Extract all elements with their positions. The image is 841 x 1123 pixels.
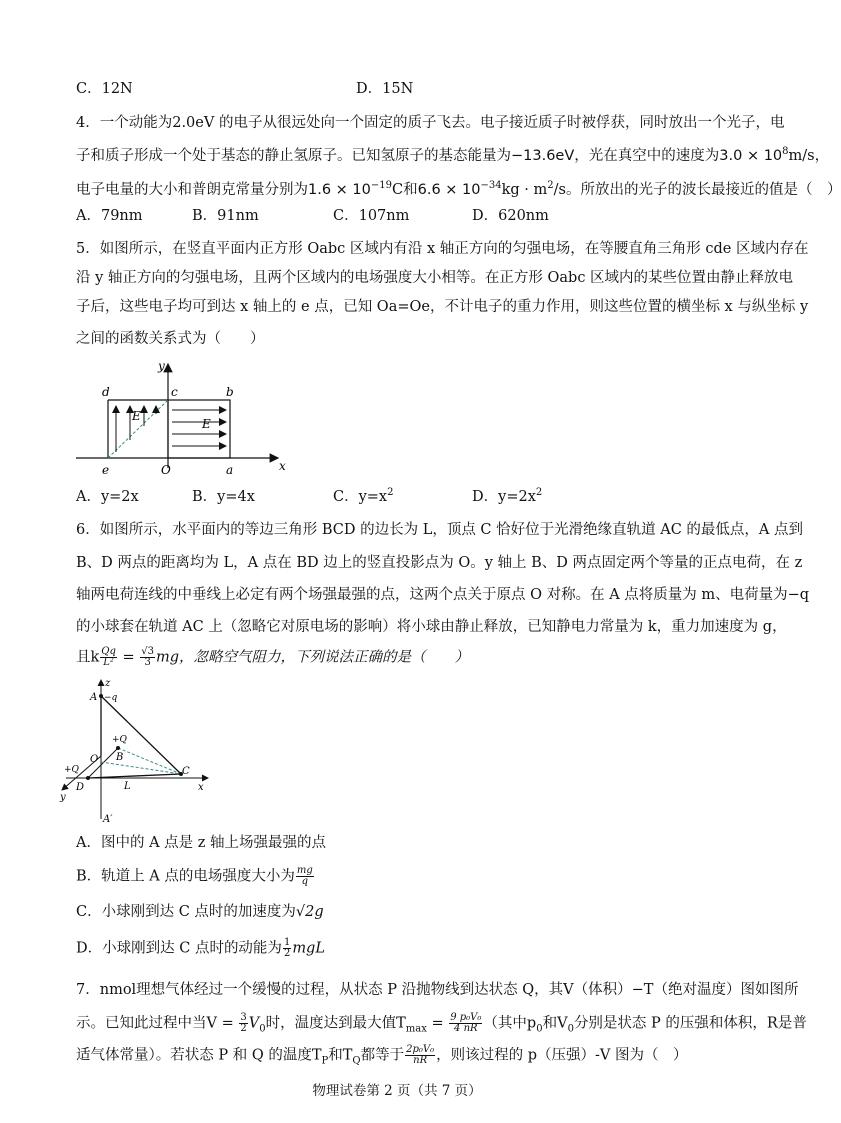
q5-fig-e1: E [132,409,141,423]
q4-option-a: A．79nm [76,208,143,224]
page-footer: 物理试卷第 2 页（共 7 页） [312,1083,482,1099]
q4-option-c: C．107nm [333,208,410,224]
q6-option-b: B．轨道上 A 点的电场强度大小为 $\frac{mg}{q}$ [76,865,313,887]
q6-fig-a-prime: A′ [103,814,113,825]
q5-fig-e2: E [202,417,211,431]
q7-line2: 示。已知此过程中当V = $\frac{3}{2}$ $V_0$时，温度达到最大值$T_{max}$ = $\frac{\text{9 p₀V₀}}{4 nR}$ （其中$p_0$和$V_0$分别是状态 P 的压强和体积，R是普 [76,1012,807,1035]
q5-line1: 5．如图所示，在竖直平面内正方形 Oabc 区域内有沿 x 轴正方向的匀强电场，在等腰直角三角形 cde 区域内存在 [76,241,809,257]
q6-fig-minus-q: −q [104,693,118,703]
q5-fig-x: x [279,459,286,473]
q5-fig-c: c [171,385,178,399]
q6-line2: B、D 两点的距离均为 L，A 点在 BD 边上的竖直投影点为 O。y 轴上 B、D 两点固定两个等量的正点电荷，在 z [76,555,803,571]
q6-line4: 的小球套在轨道 AC 上（忽略它对原电场的影响）将小球由静止释放，已知静电力常量为 k，重力加速度为 g， [76,619,787,635]
q6-line5: 且k $\frac{Qq}{\text{L²}}$ = $\frac{√3}{3}$ mg，忽略空气阻力，下列说法正确的是（ ） [76,646,470,668]
q6-option-c: C．小球刚到达 C 点时的加速度为√2g [76,904,324,920]
q4-line3: 电子电量的大小和普朗克常量分别为$1.6 \times 10^{-19}C$和$6.6 \times 10^{-34}kg \cdot m^2/s$。所放出的光子的波长最接近的值是（ ） [76,180,841,198]
q5-fig-y: y [158,359,165,373]
q4-line2: 子和质子形成一个处于基态的静止氢原子。已知氢原子的基态能量为−13.6eV，光在真空中的速度为$3.0 \times 10^8m/s$， [76,146,830,164]
q6-fig-y: y [60,792,66,803]
q5-fig-b: b [226,385,234,399]
q6-fig-x: x [198,782,204,793]
q5-option-d: D．$y=2x^2$ [472,487,543,505]
q7-line3: 适气体常量）。若状态 P 和 Q 的温度$T_P$和$T_Q$都等于 $\frac{\text{2p₀V₀}}{nR}$ ，则该过程的 p（压强）-V 图为（ ） [76,1044,688,1067]
q5-fig-e: e [102,463,110,477]
q6-fig-a: A [90,692,98,703]
q3-option-d: D．15N [356,81,414,97]
q6-fig-c: C [182,766,190,777]
q6-fig-o: O [90,754,99,765]
q3-option-c: C．12N [76,81,133,97]
q6-figure [56,674,226,829]
q6-line3: 轴两电荷连线的中垂线上必定有两个场强最强的点，这两个点关于原点 O 对称。在 A 点将质量为 m、电荷量为−q [76,587,810,603]
q6-fig-l: L [124,781,131,792]
q6-line1: 6．如图所示，水平面内的等边三角形 BCD 的边长为 L，顶点 C 恰好位于光滑绝缘直轨道 AC 的最低点，A 点到 [76,522,803,538]
q7-line1: 7．nmol理想气体经过一个缓慢的过程，从状态 P 沿抛物线到达状态 Q，其V（体积）−T（绝对温度）图如图所 [76,982,799,998]
q6-fig-d: D [76,782,85,793]
q5-fig-a: a [226,463,234,477]
q5-line4: 之间的函数关系式为（ ） [76,331,265,347]
q6-fig-plus-q1: +Q [112,735,127,745]
q6-fig-plus-q2: +Q [64,765,79,775]
q4-line1: 4．一个动能为2.0eV 的电子从很远处向一个固定的质子飞去。电子接近质子时被俘获，同时放出一个光子，电 [76,115,785,131]
q5-option-c: C．$y=x^2$ [333,487,394,505]
q4-option-d: D．620nm [472,208,549,224]
q6-option-d: D．小球刚到达 C 点时的动能为 $\frac{1}{2}$ mgL [76,937,325,959]
q5-option-a: A．y=2x [76,489,139,505]
q4-option-b: B．91nm [192,208,259,224]
q5-fig-o: O [161,463,171,477]
q6-fig-b: B [116,752,124,763]
q5-option-b: B．y=4x [192,489,255,505]
q5-line2: 沿 y 轴正方向的匀强电场，且两个区域内的电场强度大小相等。在正方形 Oabc 区域内的某些位置由静止释放电 [76,270,794,286]
q6-fig-z: z [105,678,111,689]
q5-figure [76,356,296,478]
q5-line3: 子后，这些电子均可到达 x 轴上的 e 点，已知 Oa=Oe，不计电子的重力作用，则这些位置的横坐标 x 与纵坐标 y [76,299,809,315]
q5-fig-d: d [102,385,110,399]
q6-option-a: A．图中的 A 点是 z 轴上场强最强的点 [76,835,327,851]
